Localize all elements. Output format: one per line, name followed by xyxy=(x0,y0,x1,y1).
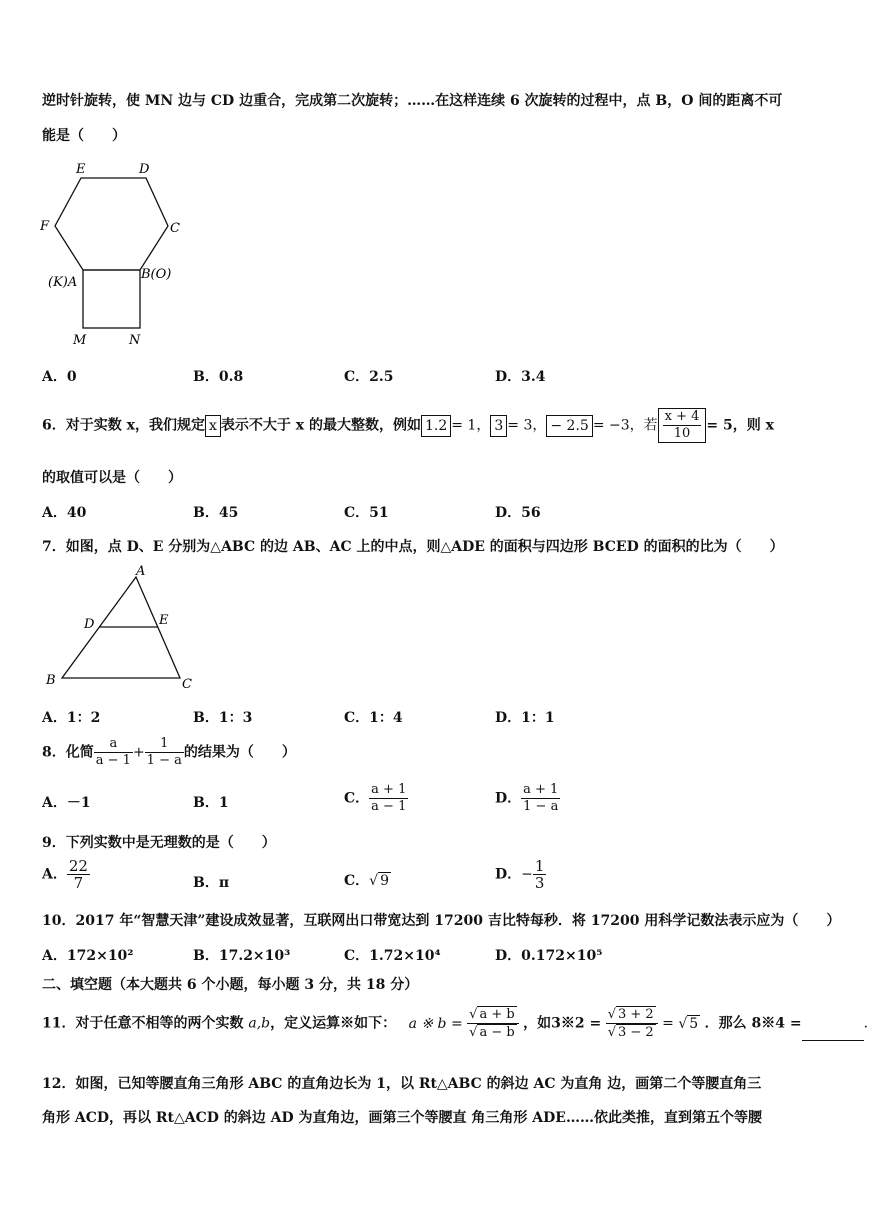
q9-text: 9．下列实数中是无理数的是（ ） xyxy=(42,835,276,851)
q8-stem xyxy=(42,736,296,769)
q8-prefix: 8．化简 xyxy=(42,744,94,761)
label-D: D xyxy=(84,617,95,632)
q6-option-a[interactable]: A．40 xyxy=(42,505,87,521)
label-F: F xyxy=(40,219,50,234)
label-N: N xyxy=(129,333,141,348)
sqrt-symbol: √ xyxy=(369,873,379,889)
q8-fraction-1: $\frac{a}{a - 1}$ xyxy=(95,736,131,768)
section-2-title: 二、填空题（本大题共 6 个小题，每小题 3 分，共 18 分） xyxy=(42,977,419,993)
q5-option-a[interactable]: A．0 xyxy=(42,369,77,385)
q6-frac-num: x + 4 xyxy=(664,409,700,424)
label-C: C xyxy=(170,221,180,236)
label-E: E xyxy=(159,613,169,628)
label-M: M xyxy=(73,333,87,348)
q6-floor-fraction xyxy=(658,408,707,443)
q6-ex3-result: = −3，若 xyxy=(592,417,658,434)
q5-option-b[interactable]: B．0.8 xyxy=(193,369,244,385)
label-A: A xyxy=(136,564,146,579)
q6-ex2-result: = 3， xyxy=(507,417,547,434)
q8-option-b[interactable]: B．1 xyxy=(193,795,229,811)
q6-part3: = 5，则 x xyxy=(706,417,774,434)
q6-bracket-x: x xyxy=(205,415,221,437)
q5-option-d[interactable]: D．3.4 xyxy=(495,369,546,385)
q8-option-c[interactable]: C． $\frac{a + 1}{a - 1}$ xyxy=(344,782,407,814)
q7-option-d[interactable]: D．1：1 xyxy=(495,710,555,726)
q10-text: 10．2017 年“智慧天津”建设成效显著，互联网出口带宽达到 17200 吉比特每秒．将 17200 用科学记数法表示应为（ ） xyxy=(42,913,841,929)
q6-text-line2: 的取值可以是（ ） xyxy=(42,470,182,486)
q12-text-line1: 12．如图，已知等腰直角三角形 ABC 的直角边长为 1，以 Rt△ABC 的斜边 AC 为直角 边，画第二个等腰直角三 xyxy=(42,1076,762,1092)
q12-text-line2: 角形 ACD，再以 Rt△ACD 的斜边 AD 为直角边，画第三个等腰直 角三角形 ADE……依此类推，直到第五个等腰 xyxy=(42,1110,762,1126)
q5-option-c[interactable]: C．2.5 xyxy=(344,369,394,385)
q6-ex2-bracket: 3 xyxy=(490,415,507,437)
q5-hexagon-figure xyxy=(36,158,196,353)
q6-frac-den: 10 xyxy=(663,425,702,442)
label-D: D xyxy=(139,162,150,177)
q8-suffix: 的结果为（ ） xyxy=(183,744,296,761)
q11-answer-blank[interactable] xyxy=(802,1026,864,1041)
q5-text-line2: 能是（ ） xyxy=(42,128,126,144)
q7-option-b[interactable]: B．1：3 xyxy=(193,710,253,726)
q8-option-d[interactable]: D． $\frac{a + 1}{1 - a}$ xyxy=(495,782,559,814)
q6-option-b[interactable]: B．45 xyxy=(193,505,239,521)
hexagon-shape xyxy=(55,178,168,270)
q9-option-c[interactable]: C．√ 9 xyxy=(344,873,389,889)
label-KA: (K)A xyxy=(48,275,78,290)
q8-plus: + xyxy=(132,744,145,761)
q7-text: 7．如图，点 D、E 分别为△ABC 的边 AB、AC 上的中点，则△ADE 的面积与四边形 BCED 的面积的比为（ ） xyxy=(42,539,784,555)
q7-option-c[interactable]: C．1：4 xyxy=(344,710,403,726)
q10-option-d[interactable]: D．0.172×10⁵ xyxy=(495,948,603,964)
q10-option-a[interactable]: A．172×10² xyxy=(42,948,134,964)
q9-option-b[interactable]: B．π xyxy=(193,875,230,891)
label-C: C xyxy=(182,677,192,692)
q6-stem xyxy=(42,408,774,443)
q10-option-b[interactable]: B．17.2×10³ xyxy=(193,948,291,964)
q11-stem: 11．对于任意不相等的两个实数 a,b，定义运算※如下： a ※ b = $\frac{√ a + b}{√ a - b}$ ，如3※2 = $\frac{√ 3 + 2}{√ 3 - 2}$ = √ 5 ．那么 8※4 = ． xyxy=(42,1007,878,1040)
q9-option-a[interactable]: A． $\frac{22}{7}$ xyxy=(42,857,88,892)
q6-part2: 表示不大于 x 的最大整数，例如 xyxy=(220,417,421,434)
label-B: B xyxy=(46,673,56,688)
q7-triangle-figure xyxy=(40,562,210,692)
q6-ex1-bracket: 1.2 xyxy=(421,415,451,437)
q6-option-d[interactable]: D．56 xyxy=(495,505,541,521)
q7-option-a[interactable]: A．1：2 xyxy=(42,710,101,726)
q6-part1: 6．对于实数 x，我们规定 xyxy=(42,417,205,434)
q9-option-d[interactable]: D．− $\frac{1}{3}$ xyxy=(495,857,545,892)
label-E: E xyxy=(76,162,86,177)
q8-option-a[interactable]: A．－1 xyxy=(42,795,91,811)
q6-ex3-bracket: − 2.5 xyxy=(546,415,592,437)
q5-text-line1: 逆时针旋转，使 MN 边与 CD 边重合，完成第二次旋转；……在这样连续 6 次旋转的过程中，点 B，O 间的距离不可 xyxy=(42,93,783,109)
label-BO: B(O) xyxy=(141,267,172,282)
q6-option-c[interactable]: C．51 xyxy=(344,505,389,521)
q8-fraction-2: $\frac{1}{1 - a}$ xyxy=(146,736,182,768)
q6-ex1-result: = 1， xyxy=(451,417,491,434)
q10-option-c[interactable]: C．1.72×10⁴ xyxy=(344,948,441,964)
square-shape xyxy=(83,270,140,328)
